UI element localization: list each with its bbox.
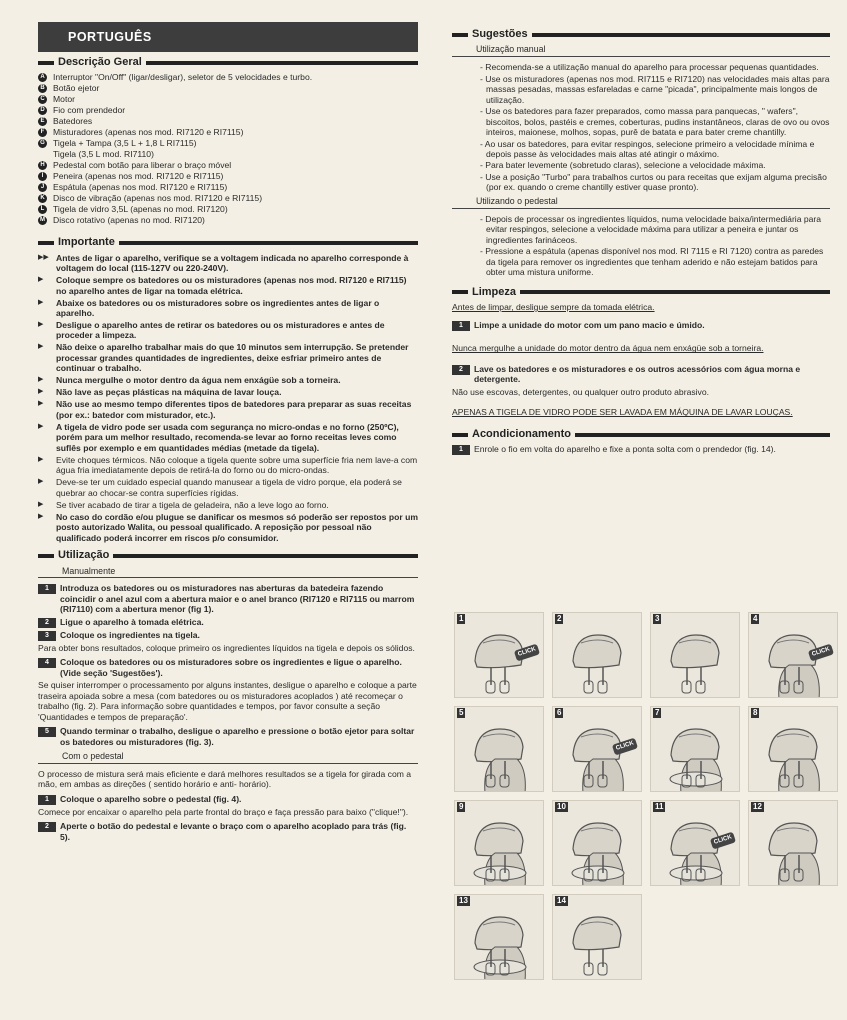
figure-number: 11	[655, 802, 664, 811]
item-letter-badge: G	[38, 139, 47, 148]
step-number: 3	[38, 631, 56, 641]
item-letter-badge: I	[38, 172, 47, 181]
item-text: Não lave as peças plásticas na máquina de lavar louça.	[56, 387, 282, 398]
click-starburst: CLICK	[710, 832, 737, 850]
descricao-item	[38, 193, 418, 203]
item-text: Batedores	[53, 116, 93, 127]
descricao-item	[38, 105, 418, 115]
arrow-icon: ▶▶	[38, 253, 49, 261]
figure-number: 3	[655, 614, 660, 623]
figure-number: 13	[459, 896, 468, 905]
figure-row	[454, 612, 838, 698]
importante-item	[38, 253, 418, 274]
figure-number: 7	[655, 708, 660, 717]
importante-item	[38, 275, 418, 296]
figure-number: 14	[557, 896, 566, 905]
importante-list	[38, 253, 418, 544]
importante-item	[38, 387, 418, 397]
step-text: Coloque o aparelho sobre o pedestal (fig. 4).	[60, 793, 242, 804]
figure	[650, 800, 740, 886]
item-letter-badge: J	[38, 183, 47, 192]
figure	[454, 612, 544, 698]
figure	[454, 800, 544, 886]
figure	[552, 706, 642, 792]
item-text: Motor	[53, 94, 75, 105]
item-text: Peneira (apenas nos mod. RI7120 e RI7115)	[53, 171, 224, 182]
importante-item	[38, 455, 418, 476]
sugestao-item: - Para bater levemente (sobretudo claras), selecione a velocidade máxima.	[480, 160, 766, 171]
figure-number: 5	[459, 708, 464, 717]
left-column	[38, 22, 418, 844]
importante-item	[38, 298, 418, 319]
sugestoes-title: Sugestões	[472, 28, 528, 40]
step	[38, 617, 418, 628]
figure-number: 12	[753, 802, 762, 811]
acond-step-1: 1 Enrole o fio em volta do aparelho e fixe a ponta solta com o prendedor (fig. 14).	[452, 444, 830, 455]
mixer-illustration	[455, 895, 544, 980]
arrow-icon: ▶	[38, 276, 44, 284]
descricao-item	[38, 72, 418, 82]
importante-item	[38, 477, 418, 498]
section-descricao	[38, 56, 418, 69]
arrow-icon: ▶	[38, 376, 44, 384]
item-text: Tigela (3,5 L mod. RI7110)	[53, 149, 154, 160]
limpeza-warning-2: APENAS A TIGELA DE VIDRO PODE SER LAVADA EM MÁQUINA DE LAVAR LOUÇAS.	[452, 407, 793, 418]
item-text: Evite choques térmicos. Não coloque a tigela quente sobre uma superfície fria nem lave-a com água fria imediatamente depois de retirá-la do forno ou do micro-ondas.	[56, 454, 418, 476]
figure-number: 9	[459, 802, 464, 811]
descricao-item	[38, 204, 418, 214]
importante-item	[38, 320, 418, 341]
arrow-icon: ▶	[38, 500, 44, 508]
mixer-illustration	[455, 801, 544, 886]
descricao-title: Descrição Geral	[58, 56, 142, 68]
utilizacao-steps	[38, 583, 418, 747]
step-text: Coloque os batedores ou os misturadores sobre os ingredientes e ligue o aparelho. (Vide seção 'Sugestões').	[60, 657, 402, 678]
figure	[650, 612, 740, 698]
figure	[552, 800, 642, 886]
importante-title: Importante	[58, 236, 115, 249]
item-text: Não deixe o aparelho trabalhar mais do que 10 minutos sem interrupção. Se pretender processar grandes quantidades de ingredientes, deixe esfriar primeiro antes de continuar o trabalho.	[56, 342, 409, 374]
arrow-icon: ▶	[38, 298, 44, 306]
sugestao-item: - Ao usar os batedores, para evitar respingos, selecione primeiro a velocidade mínima e depois passe às velocidades mais altas até atingir o máximo.	[480, 138, 815, 159]
descricao-item	[38, 215, 418, 225]
importante-item	[38, 500, 418, 510]
arrow-icon: ▶	[38, 388, 44, 396]
item-text: Se tiver acabado de tirar a tigela de geladeira, não a leve logo ao forno.	[56, 499, 329, 510]
importante-item	[38, 342, 418, 373]
arrow-icon: ▶	[38, 400, 44, 408]
acond-title: Acondicionamento	[472, 427, 572, 440]
limpeza-title: Limpeza	[472, 285, 517, 298]
arrow-icon: ▶	[38, 478, 44, 486]
section-importante	[38, 236, 418, 249]
step-number: 5	[38, 727, 56, 737]
step-number: 1	[38, 584, 56, 594]
step-text: Quando terminar o trabalho, desligue o aparelho e pressione o botão ejetor para soltar os batedores ou misturadores (fig. 3).	[60, 726, 415, 747]
figure-row	[454, 706, 838, 792]
mixer-illustration	[553, 801, 642, 886]
pedestal-subheading: Com o pedestal	[38, 751, 418, 764]
limpeza-step-1: 1 Limpe a unidade do motor com um pano macio e úmido.	[452, 320, 830, 331]
figure	[650, 706, 740, 792]
item-text: Pedestal com botão para liberar o braço móvel	[53, 160, 232, 171]
item-text: Botão ejetor	[53, 83, 100, 94]
sugestao-item: - Depois de processar os ingredientes líquidos, numa velocidade baixa/intermediária para evitar respingos, selecione a velocidade máxima para utilizar a peneira e juntar os ingredientes farináceos.	[480, 213, 822, 245]
language-title: PORTUGUÊS	[38, 22, 418, 52]
item-letter-badge: F	[38, 128, 47, 137]
step-number: 4	[38, 658, 56, 668]
figure	[748, 612, 838, 698]
item-text: Disco de vibração (apenas nos mod. RI7120 e RI7115)	[53, 193, 263, 204]
figures-grid	[454, 612, 838, 988]
item-letter-badge: D	[38, 106, 47, 115]
sugestao-item: - Recomenda-se a utilização manual do aparelho para processar pequenas quantidades.	[480, 62, 819, 73]
sugestao-item: - Use a posição "Turbo" para trabalhos curtos ou para receitas que exijam alguma precisão (por ex. quando o creme chantilly estiver quase pronto).	[480, 171, 827, 193]
item-letter-badge: C	[38, 95, 47, 104]
descricao-item	[38, 160, 418, 170]
step-number: 2	[38, 618, 56, 628]
importante-item	[38, 512, 418, 543]
item-text: Deve-se ter um cuidado especial quando manusear a tigela de vidro porque, ela poderá se quebrar ao chocar-se contra superfícies rígidas.	[56, 477, 402, 498]
limpeza-note: Não use escovas, detergentes, ou qualquer outro produto abrasivo.	[452, 386, 710, 397]
item-text: A tigela de vidro pode ser usada com segurança no micro-ondas e no forno (250ºC), porém para um melhor resultado, recomenda-se levar ao forno receitas leves como suflês por exemplo e em quantidades médias (metade da tigela).	[56, 421, 399, 453]
item-letter-badge: B	[38, 84, 47, 93]
right-column	[452, 24, 830, 457]
pedestal-steps	[38, 794, 418, 842]
limpeza-step-2: 2 Lave os batedores e os misturadores e os outros acessórios com água morna e detergente.	[452, 364, 830, 385]
mixer-illustration	[651, 707, 740, 792]
figure-number: 10	[557, 802, 566, 811]
item-text: Fio com prendedor	[53, 105, 126, 116]
figure	[454, 894, 544, 980]
step	[38, 583, 418, 614]
item-text: Disco rotativo (apenas no mod. RI7120)	[53, 215, 205, 226]
item-text: Tigela + Tampa (3,5 L + 1,8 L RI7115)	[53, 138, 197, 149]
arrow-icon: ▶	[38, 321, 44, 328]
click-starburst: CLICK	[612, 738, 639, 756]
arrow-icon: ▶	[38, 512, 44, 520]
figure-number: 1	[459, 614, 464, 623]
descricao-item	[38, 127, 418, 137]
click-starburst: CLICK	[808, 644, 835, 662]
sugestao-item: - Use os batedores para fazer preparados, como massa para panquecas, " wafers", biscoitos, bolos, pastéis e cremes, coberturas, pudins instantâneos, claras de ovo ou ovos inteiros, maionese, molhos, sopas, purê de batata e para bater creme chantilly.	[480, 106, 830, 138]
figure-row	[454, 894, 838, 980]
mixer-illustration	[553, 613, 642, 698]
step-note: Para obter bons resultados, coloque primeiro os ingredientes líquidos na tigela e depois os sólidos.	[38, 642, 415, 653]
step-text: Ligue o aparelho à tomada elétrica.	[60, 616, 204, 627]
manual-use-subheading: Utilização manual	[452, 44, 830, 57]
item-text: Abaixe os batedores ou os misturadores sobre os ingredientes antes de ligar o aparelho.	[56, 297, 380, 319]
descricao-item	[38, 138, 418, 148]
step-number: 2	[38, 822, 56, 832]
step	[38, 630, 418, 641]
section-utilizacao	[38, 549, 418, 562]
descricao-item	[38, 171, 418, 181]
item-letter-badge: L	[38, 205, 47, 214]
mixer-illustration	[553, 895, 642, 980]
sugestoes-manual-list	[452, 62, 830, 193]
step	[38, 726, 418, 747]
importante-item	[38, 422, 418, 453]
figure-number: 6	[557, 708, 562, 717]
figure	[552, 894, 642, 980]
step-text: Introduza os batedores ou os misturadores nas aberturas da batedeira fazendo coincidir o anel azul com a abertura maior e o anel branco (RI7120 e RI7115 ou marrom (RI7110) com a abertura menor (fig 1).	[60, 583, 415, 615]
item-letter-badge: E	[38, 117, 47, 126]
importante-item	[38, 375, 418, 385]
step	[38, 821, 418, 842]
figure	[748, 800, 838, 886]
item-text: Antes de ligar o aparelho, verifique se a voltagem indicada no aparelho corresponde à voltagem do local (115-127V ou 220-240V).	[56, 252, 409, 274]
mixer-illustration	[749, 801, 838, 886]
utilizacao-title: Utilização	[58, 549, 110, 562]
pedestal-intro: O processo de mistura será mais eficiente e dará melhores resultados se a tigela for girada com a mão, em ambas as direções ( sentido horário e anti- horário).	[38, 768, 412, 790]
step-number: 1	[38, 795, 56, 805]
item-text: Desligue o aparelho antes de retirar os batedores ou os misturadores e antes de proceder a limpeza.	[56, 320, 385, 341]
figure	[748, 706, 838, 792]
item-text: Interruptor "On/Off" (ligar/desligar), seletor de 5 velocidades e turbo.	[53, 72, 313, 83]
sugestoes-pedestal-list	[452, 214, 830, 278]
limpeza-warning-1: Nunca mergulhe a unidade do motor dentro da água nem enxágüe sob a torneira.	[452, 343, 764, 354]
descricao-item	[38, 83, 418, 93]
figure-number: 8	[753, 708, 758, 717]
item-letter-badge: H	[38, 161, 47, 170]
mixer-illustration	[455, 707, 544, 792]
step-note: Se quiser interromper o processamento por alguns instantes, desligue o aparelho e coloque a parte traseira apoiada sobre a mesa (com batedores ou os misturadores acoplados ) até recomeçar o trabalho (fig. 2). Para informação sobre quantidades e tempos, por favor consulte a seção 'Quantidades e tempos de preparação'.	[38, 680, 417, 722]
step	[38, 794, 418, 805]
mixer-illustration	[749, 707, 838, 792]
sugestao-item: - Pressione a espátula (apenas disponível nos mod. RI 7115 e RI 7120) contra as paredes da tigela para remover os ingredientes que tenham aderido e não estejam batidos para obter uma mistura uniforme.	[480, 246, 824, 278]
item-text: Espátula (apenas nos mod. RI7120 e RI7115)	[53, 182, 228, 193]
item-text: Misturadores (apenas nos mod. RI7120 e RI7115)	[53, 127, 244, 138]
item-letter-badge: A	[38, 73, 47, 82]
figure-number: 2	[557, 614, 562, 623]
click-starburst: CLICK	[514, 644, 541, 662]
step	[38, 657, 418, 678]
step-text: Aperte o botão do pedestal e levante o braço com o aparelho acoplado para trás (fig. 5).	[60, 821, 407, 842]
arrow-icon: ▶	[38, 343, 44, 351]
sugestao-item: - Use os misturadores (apenas nos mod. RI7115 e RI7120) nas velocidades mais altas para massas pesadas, massas esfareladas e carne "picada", principalmente mais longos de utilização.	[480, 73, 830, 105]
descricao-item	[38, 182, 418, 192]
importante-item	[38, 399, 418, 420]
figure-row	[454, 800, 838, 886]
descricao-item	[38, 116, 418, 126]
limpeza-intro: Antes de limpar, desligue sempre da tomada elétrica.	[452, 301, 655, 312]
item-text: Tigela de vidro 3,5L (apenas no mod. RI7120)	[53, 204, 228, 215]
item-letter-badge: M	[38, 216, 47, 225]
descricao-list	[38, 72, 418, 225]
manual-subheading: Manualmente	[38, 566, 418, 579]
arrow-icon: ▶	[38, 422, 44, 430]
figure	[454, 706, 544, 792]
figure	[552, 612, 642, 698]
step-text: Coloque os ingredientes na tigela.	[60, 629, 200, 640]
item-text: Nunca mergulhe o motor dentro da água nem enxágüe sob a torneira.	[56, 375, 341, 386]
section-sugestoes	[452, 28, 830, 41]
item-text: Não use ao mesmo tempo diferentes tipos de batedores para preparar as suas receitas (por ex.: batedor com misturador, etc.).	[56, 399, 412, 420]
arrow-icon: ▶	[38, 455, 44, 463]
pedestal-use-subheading: Utilizando o pedestal	[452, 196, 830, 209]
mixer-illustration	[651, 613, 740, 698]
section-acondicionamento	[452, 428, 830, 441]
step-note: Comece por encaixar o aparelho pela parte frontal do braço e faça pressão para baixo ("clique!").	[38, 806, 409, 817]
descricao-item	[38, 149, 418, 159]
item-letter-badge: K	[38, 194, 47, 203]
section-limpeza	[452, 286, 830, 299]
descricao-item	[38, 94, 418, 104]
figure-number: 4	[753, 614, 758, 623]
item-text: No caso do cordão e/ou plugue se danificar os mesmos só poderão ser repostos por um posto autorizado Walita, ou pessoal qualificado. A reposição por pessoal não qualificado poderá incorrer em riscos p/o consumidor.	[56, 511, 418, 543]
item-text: Coloque sempre os batedores ou os misturadores (apenas nos mod. RI7120 e RI7115) no aparelho antes de ligar na tomada elétrica.	[56, 275, 407, 296]
